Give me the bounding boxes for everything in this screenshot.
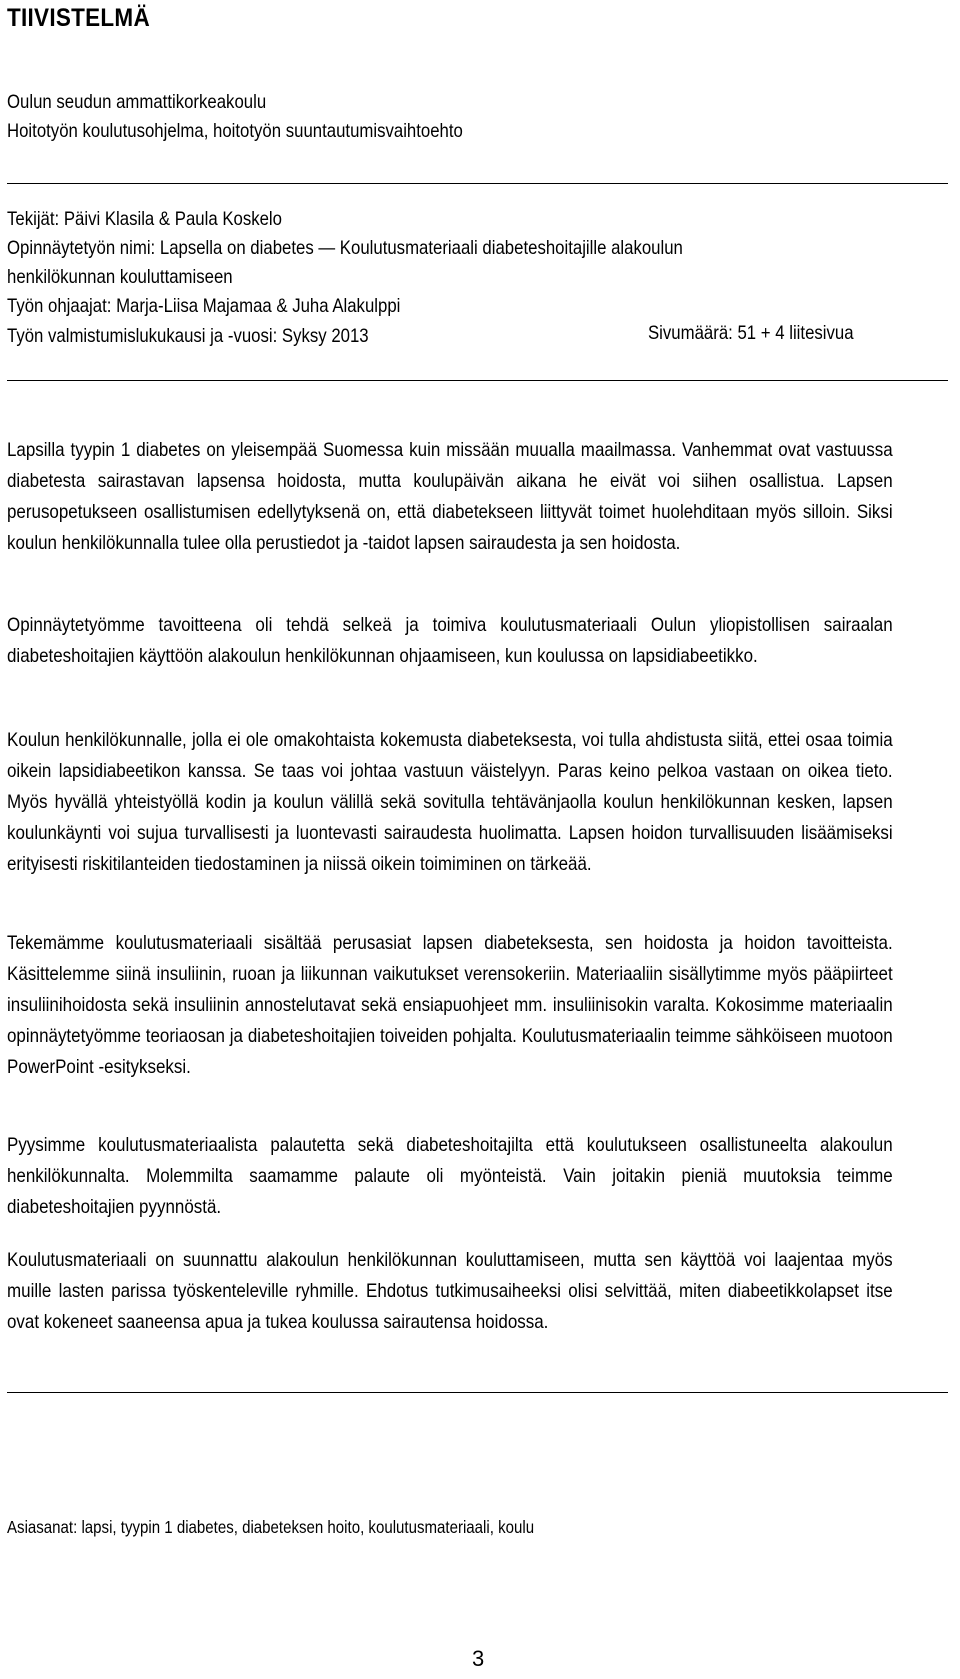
supervisors: Työn ohjaajat: Marja-Liisa Majamaa & Juha Alakulppi	[7, 295, 401, 317]
thesis-name-continued: henkilökunnan kouluttamiseen	[7, 266, 233, 288]
keywords: Asiasanat: lapsi, tyypin 1 diabetes, diabeteksen hoito, koulutusmateriaali, koulu	[7, 1517, 535, 1537]
degree-programme: Hoitotyön koulutusohjelma, hoitotyön suuntautumisvaihtoehto	[7, 120, 463, 142]
abstract-paragraph: Lapsilla tyypin 1 diabetes on yleisempää Suomessa kuin missään muualla maailmassa. Vanhemmat ovat vastuussa diabetesta sairastavan lapsensa hoidosta, mutta koulupäivän aikana he eivät voi siihen osallistua. Lapsen perusopetukseen osallistumisen edellytyksenä on, että diabetekseen liittyvät toimet huolehditaan myös silloin. Siksi koulun henkilökunnalla tulee olla perustiedot ja -taidot lapsen sairaudesta ja sen hoidosta.	[7, 439, 893, 554]
divider	[7, 1392, 948, 1393]
abstract-paragraph: Opinnäytetyömme tavoitteena oli tehdä selkeä ja toimiva koulutusmateriaali Oulun yliopistollisen sairaalan diabeteshoitajien käyttöön alakoulun henkilökunnan ohjaamiseen, kun koulussa on lapsidiabeetikko.	[7, 614, 893, 667]
completion-term: Työn valmistumislukukausi ja -vuosi: Syksy 2013	[7, 325, 369, 347]
school-name: Oulun seudun ammattikorkeakoulu	[7, 91, 267, 113]
abstract-paragraph: Pyysimme koulutusmateriaalista palautetta sekä diabeteshoitajilta että koulutukseen osallistuneelta alakoulun henkilökunnalta. Molemmilta saamamme palaute oli myönteistä. Vain joitakin pieniä muutoksia teimme diabeteshoitajien pyynnöstä.	[7, 1134, 893, 1218]
abstract-paragraph: Tekemämme koulutusmateriaali sisältää perusasiat lapsen diabeteksesta, sen hoidosta ja hoidon tavoitteista. Käsittelemme siinä insuliinin, ruoan ja liikunnan vaikutukset verensokeriin. Materiaaliin sisällytimme myös pääpiirteet insuliinihoidosta sekä insuliinin annostelutavat sekä ensiapuohjeet mm. insuliinisokin varalta. Kokosimme materiaalin opinnäytetyömme teoriaosan ja diabeteshoitajien toiveiden pohjalta. Koulutusmateriaalin teimme sähköiseen muotoon PowerPoint -esitykseksi.	[7, 932, 893, 1078]
page-count: Sivumäärä: 51 + 4 liitesivua	[648, 322, 854, 344]
divider	[7, 183, 948, 184]
page-number: 3	[472, 1646, 485, 1671]
thesis-name: Opinnäytetyön nimi: Lapsella on diabetes — Koulutusmateriaali diabeteshoitajille alakoulun	[7, 237, 683, 259]
divider	[7, 380, 948, 381]
abstract-paragraph: Koulun henkilökunnalle, jolla ei ole omakohtaista kokemusta diabeteksesta, voi tulla ahdistusta siitä, ettei osaa toimia oikein lapsidiabeetikon kanssa. Se taas voi johtaa vastuun väistelyyn. Paras keino pelkoa vastaan on oikea tieto. Myös hyvällä yhteistyöllä kodin ja koulun välillä sekä sovitulla tehtävänjaolla koulun henkilökunnan kesken, lapsen koulunkäynti voi sujua turvallisesti ja luontevasti sairaudesta huolimatta. Lapsen hoidon turvallisuuden lisäämiseksi erityisesti riskitilanteiden tiedostaminen ja niissä oikein toimiminen on tärkeää.	[7, 729, 893, 875]
page-title: TIIVISTELMÄ	[7, 4, 150, 32]
abstract-paragraph: Koulutusmateriaali on suunnattu alakoulun henkilökunnan kouluttamiseen, mutta sen käyttöä voi laajentaa myös muille lasten parissa työskenteleville ryhmille. Ehdotus tutkimusaiheeksi olisi selvittää, miten diabeetikkolapset itse ovat kokeneet saaneensa apua ja tukea koulussa sairautensa hoidossa.	[7, 1249, 893, 1333]
authors: Tekijät: Päivi Klasila & Paula Koskelo	[7, 208, 282, 230]
